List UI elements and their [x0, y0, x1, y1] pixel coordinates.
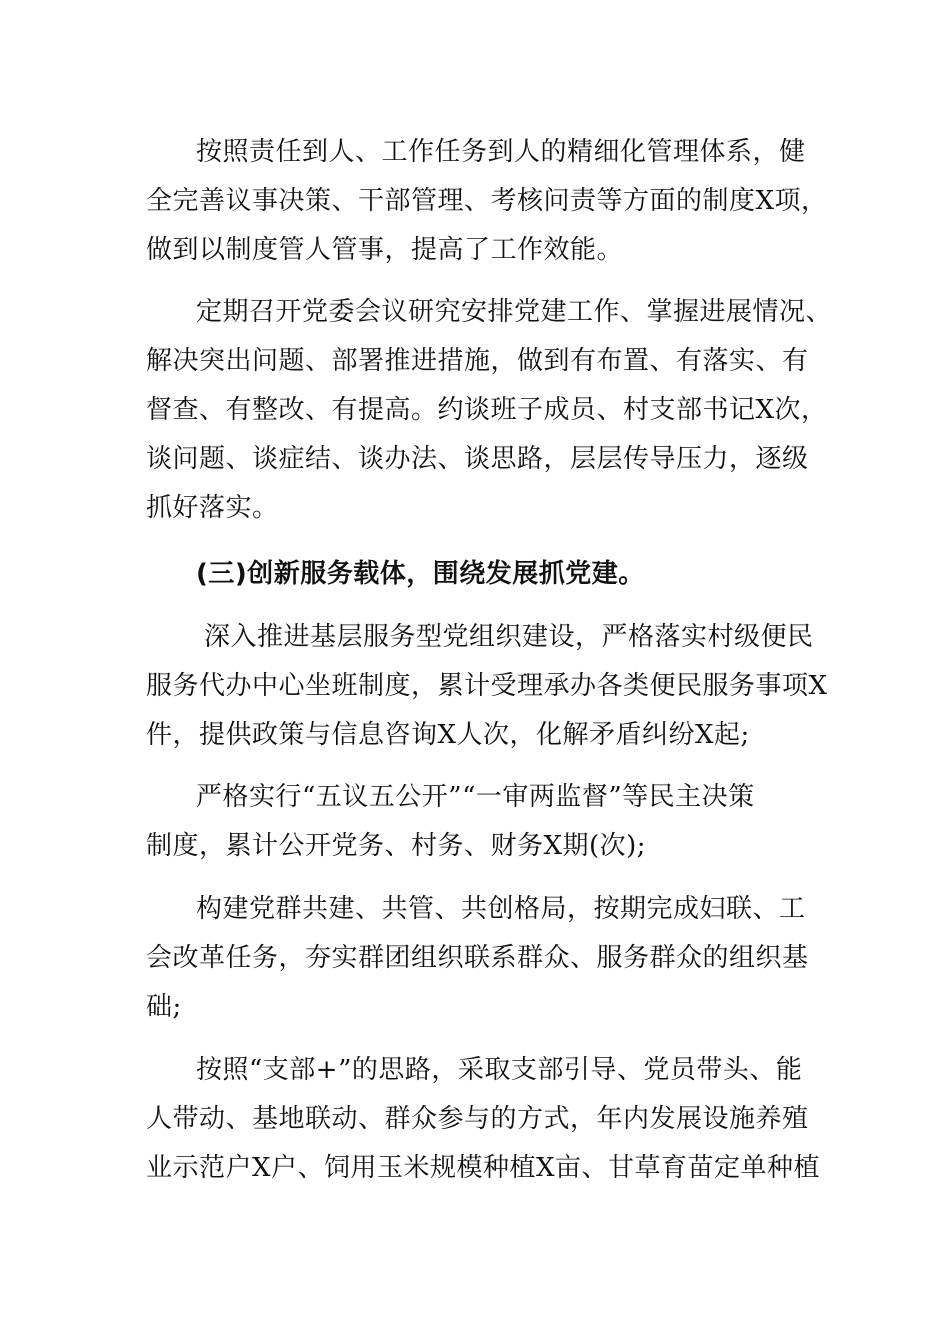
paragraph-3-line-1: 深入推进基层服务型党组织建设，严格落实村级便民 [204, 622, 814, 652]
paragraph-5-line-3: 础; [146, 992, 182, 1022]
paragraph-6-line-2: 人带动、基地联动、群众参与的方式，年内发展设施养殖 [146, 1104, 809, 1134]
paragraph-3-line-3: 件，提供政策与信息咨询X人次，化解矛盾纠纷X起; [146, 720, 750, 750]
paragraph-4-line-2: 制度，累计公开党务、村务、财务X期(次); [146, 831, 647, 861]
paragraph-1-line-2: 全完善议事决策、干部管理、考核问责等方面的制度X项， [146, 186, 828, 216]
paragraph-5-line-1: 构建党群共建、共管、共创格局，按期完成妇联、工 [196, 894, 806, 924]
paragraph-2-line-3: 督查、有整改、有提高。约谈班子成员、村支部书记X次， [146, 395, 828, 425]
paragraph-3-line-2: 服务代办中心坐班制度，累计受理承办各类便民服务事项X [146, 671, 828, 701]
paragraph-4-line-1: 严格实行“五议五公开”“一审两监督”等民主决策 [196, 782, 755, 812]
paragraph-6-line-1: 按照“支部+”的思路，采取支部引导、党员带头、能 [196, 1055, 803, 1085]
paragraph-1-line-1: 按照责任到人、工作任务到人的精细化管理体系，健 [196, 137, 806, 167]
paragraph-6-line-3: 业示范户X户、饲用玉米规模种植X亩、甘草育苗定单种植 [146, 1153, 821, 1183]
section-heading: (三)创新服务载体，围绕发展抓党建。 [196, 559, 645, 589]
paragraph-5-line-2: 会改革任务，夯实群团组织联系群众、服务群众的组织基 [146, 943, 809, 973]
paragraph-1-line-3: 做到以制度管人管事，提高了工作效能。 [146, 235, 624, 265]
paragraph-2-line-5: 抓好落实。 [146, 493, 279, 523]
paragraph-2-line-2: 解决突出问题、部署推进措施，做到有布置、有落实、有 [146, 346, 809, 376]
paragraph-2-line-4: 谈问题、谈症结、谈办法、谈思路，层层传导压力，逐级 [146, 444, 809, 474]
paragraph-2-line-1: 定期召开党委会议研究安排党建工作、掌握进展情况、 [196, 297, 833, 327]
